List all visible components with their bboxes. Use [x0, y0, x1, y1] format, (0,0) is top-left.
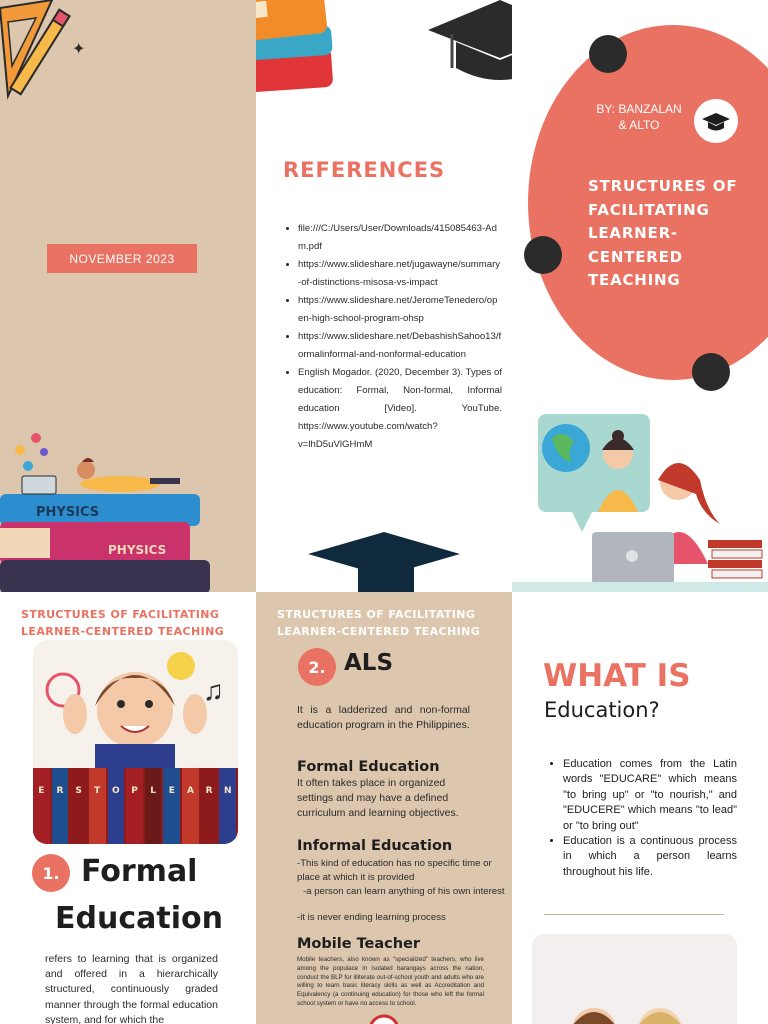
divider: [544, 914, 724, 915]
mobile-teacher-title: Mobile Teacher: [297, 936, 421, 952]
reference-item: • https://www.slideshare.net/JeromeTenedero/open-high-school-program-ohsp: [298, 292, 502, 328]
svg-text:✦: ✦: [72, 41, 86, 58]
formal-education-panel: [0, 592, 256, 1024]
book-spine: T: [89, 768, 106, 844]
formal-education-text: It often takes place in organized settings and may have a defined curriculum and learning objectives.: [297, 777, 459, 819]
children-photo: [532, 934, 737, 1024]
children-image: [532, 934, 737, 1024]
book-spine: R: [201, 768, 218, 844]
student-on-books-illustration: [0, 432, 256, 592]
education-bullet: • Education comes from the Latin words "EDUCARE" which means "to bring up" or "to nourish," and "EDUCERE" which means "to lead" or "to bring out": [563, 757, 737, 834]
book-spine: R: [52, 768, 69, 844]
book-spine: L: [145, 768, 162, 844]
reference-item: • file:///C:/Users/User/Downloads/415085463-Adm.pdf: [298, 220, 502, 256]
date-badge: NOVEMBER 2023: [47, 244, 197, 273]
authors: BY: BANZALAN & ALTO: [596, 102, 682, 132]
mobile-teacher-text: Mobile teachers, also known as "specialized" teachers, who live among the populace in isolated barangays across the nation, conduct the BLP for illiterate out-of-school youth and adults who are willing to learn basic literacy skills as well as Accreditation and Equivalency (a continuing education) for those who left the formal school system or have no access to school.: [297, 956, 484, 1007]
book-spine: A: [182, 768, 199, 844]
svg-text:♫: ♫: [203, 675, 224, 706]
reference-item: • https://www.slideshare.net/DebashishSahoo13/formalinformal-and-nonformal-education: [298, 328, 502, 364]
references-panel: [256, 0, 512, 592]
book-spine: E: [163, 768, 180, 844]
number-badge: 1.: [32, 854, 70, 892]
informal-line-2: -a person can learn anything of his own interest: [303, 886, 505, 897]
book-spines: [33, 768, 238, 844]
reference-item: • English Mogador. (2020, December 3). Types of education: Formal, Non-formal, Informal education [Video]. YouTube. https://www.youtube.com/watch?v=lhD5uVlGHmM: [298, 364, 502, 454]
child-photo: [33, 640, 238, 844]
formal-heading-line1: Formal: [81, 854, 198, 889]
decorative-dot: [589, 35, 627, 73]
ruler-pencil-illustration: [0, 0, 100, 110]
what-is-education-panel: [512, 592, 768, 1024]
informal-education-title: Informal Education: [297, 838, 453, 854]
informal-line-3: -it is never ending learning process: [297, 912, 446, 923]
references-list: [282, 220, 502, 454]
reference-item: • https://www.slideshare.net/jugawayne/summary-of-distinctions-misosa-vs-impact: [298, 256, 502, 292]
references-title: REFERENCES: [283, 158, 446, 182]
section-header: STRUCTURES OF FACILITATING LEARNER-CENTERED TEACHING: [277, 608, 481, 638]
physics-book-label-2: PHYSICS: [108, 543, 167, 557]
book-spine: S: [70, 768, 87, 844]
cover-panel: [512, 0, 768, 592]
formal-heading-line2: Education: [55, 901, 223, 936]
graduation-cap-badge: [694, 99, 738, 143]
what-is-heading: WHAT IS: [543, 658, 691, 694]
graduation-cap-icon: [694, 99, 738, 143]
education-subheading: Education?: [544, 698, 660, 722]
formal-education-title: Formal Education: [297, 759, 440, 775]
decorative-dot: [692, 353, 730, 391]
education-bullet: • Education is a continuous process in which a person learns throughout his life.: [563, 834, 737, 880]
graduation-cap-icon-bottom: [308, 532, 468, 592]
physics-book-label: PHYSICS: [36, 505, 100, 520]
decorative-dot: [524, 236, 562, 274]
book-spine: P: [126, 768, 143, 844]
books-stack-illustration: [256, 0, 336, 100]
online-teacher-illustration: [512, 414, 768, 592]
als-heading: ALS: [344, 650, 394, 676]
graduation-cap-icon: [428, 0, 512, 86]
als-intro: It is a ladderized and non-formal education program in the Philippines.: [297, 704, 470, 731]
back-cover-panel: [0, 0, 256, 592]
number-badge: 2.: [298, 648, 336, 686]
als-panel: [256, 592, 512, 1024]
informal-line-1: -This kind of education has no specific time or place at which it is provided: [297, 858, 492, 883]
book-spine: E: [33, 768, 50, 844]
clock-icon: [366, 1012, 402, 1024]
book-spine: O: [108, 768, 125, 844]
cover-title: STRUCTURES OF FACILITATING LEARNER-CENTERED TEACHING: [588, 177, 738, 289]
book-spine: N: [219, 768, 236, 844]
formal-body-text: refers to learning that is organized and offered in a hierarchically structured, continuously graded manner through the formal education system, and for which the: [45, 953, 218, 1024]
section-header: STRUCTURES OF FACILITATING LEARNER-CENTERED TEACHING: [21, 608, 225, 638]
education-bullets: [550, 757, 737, 880]
